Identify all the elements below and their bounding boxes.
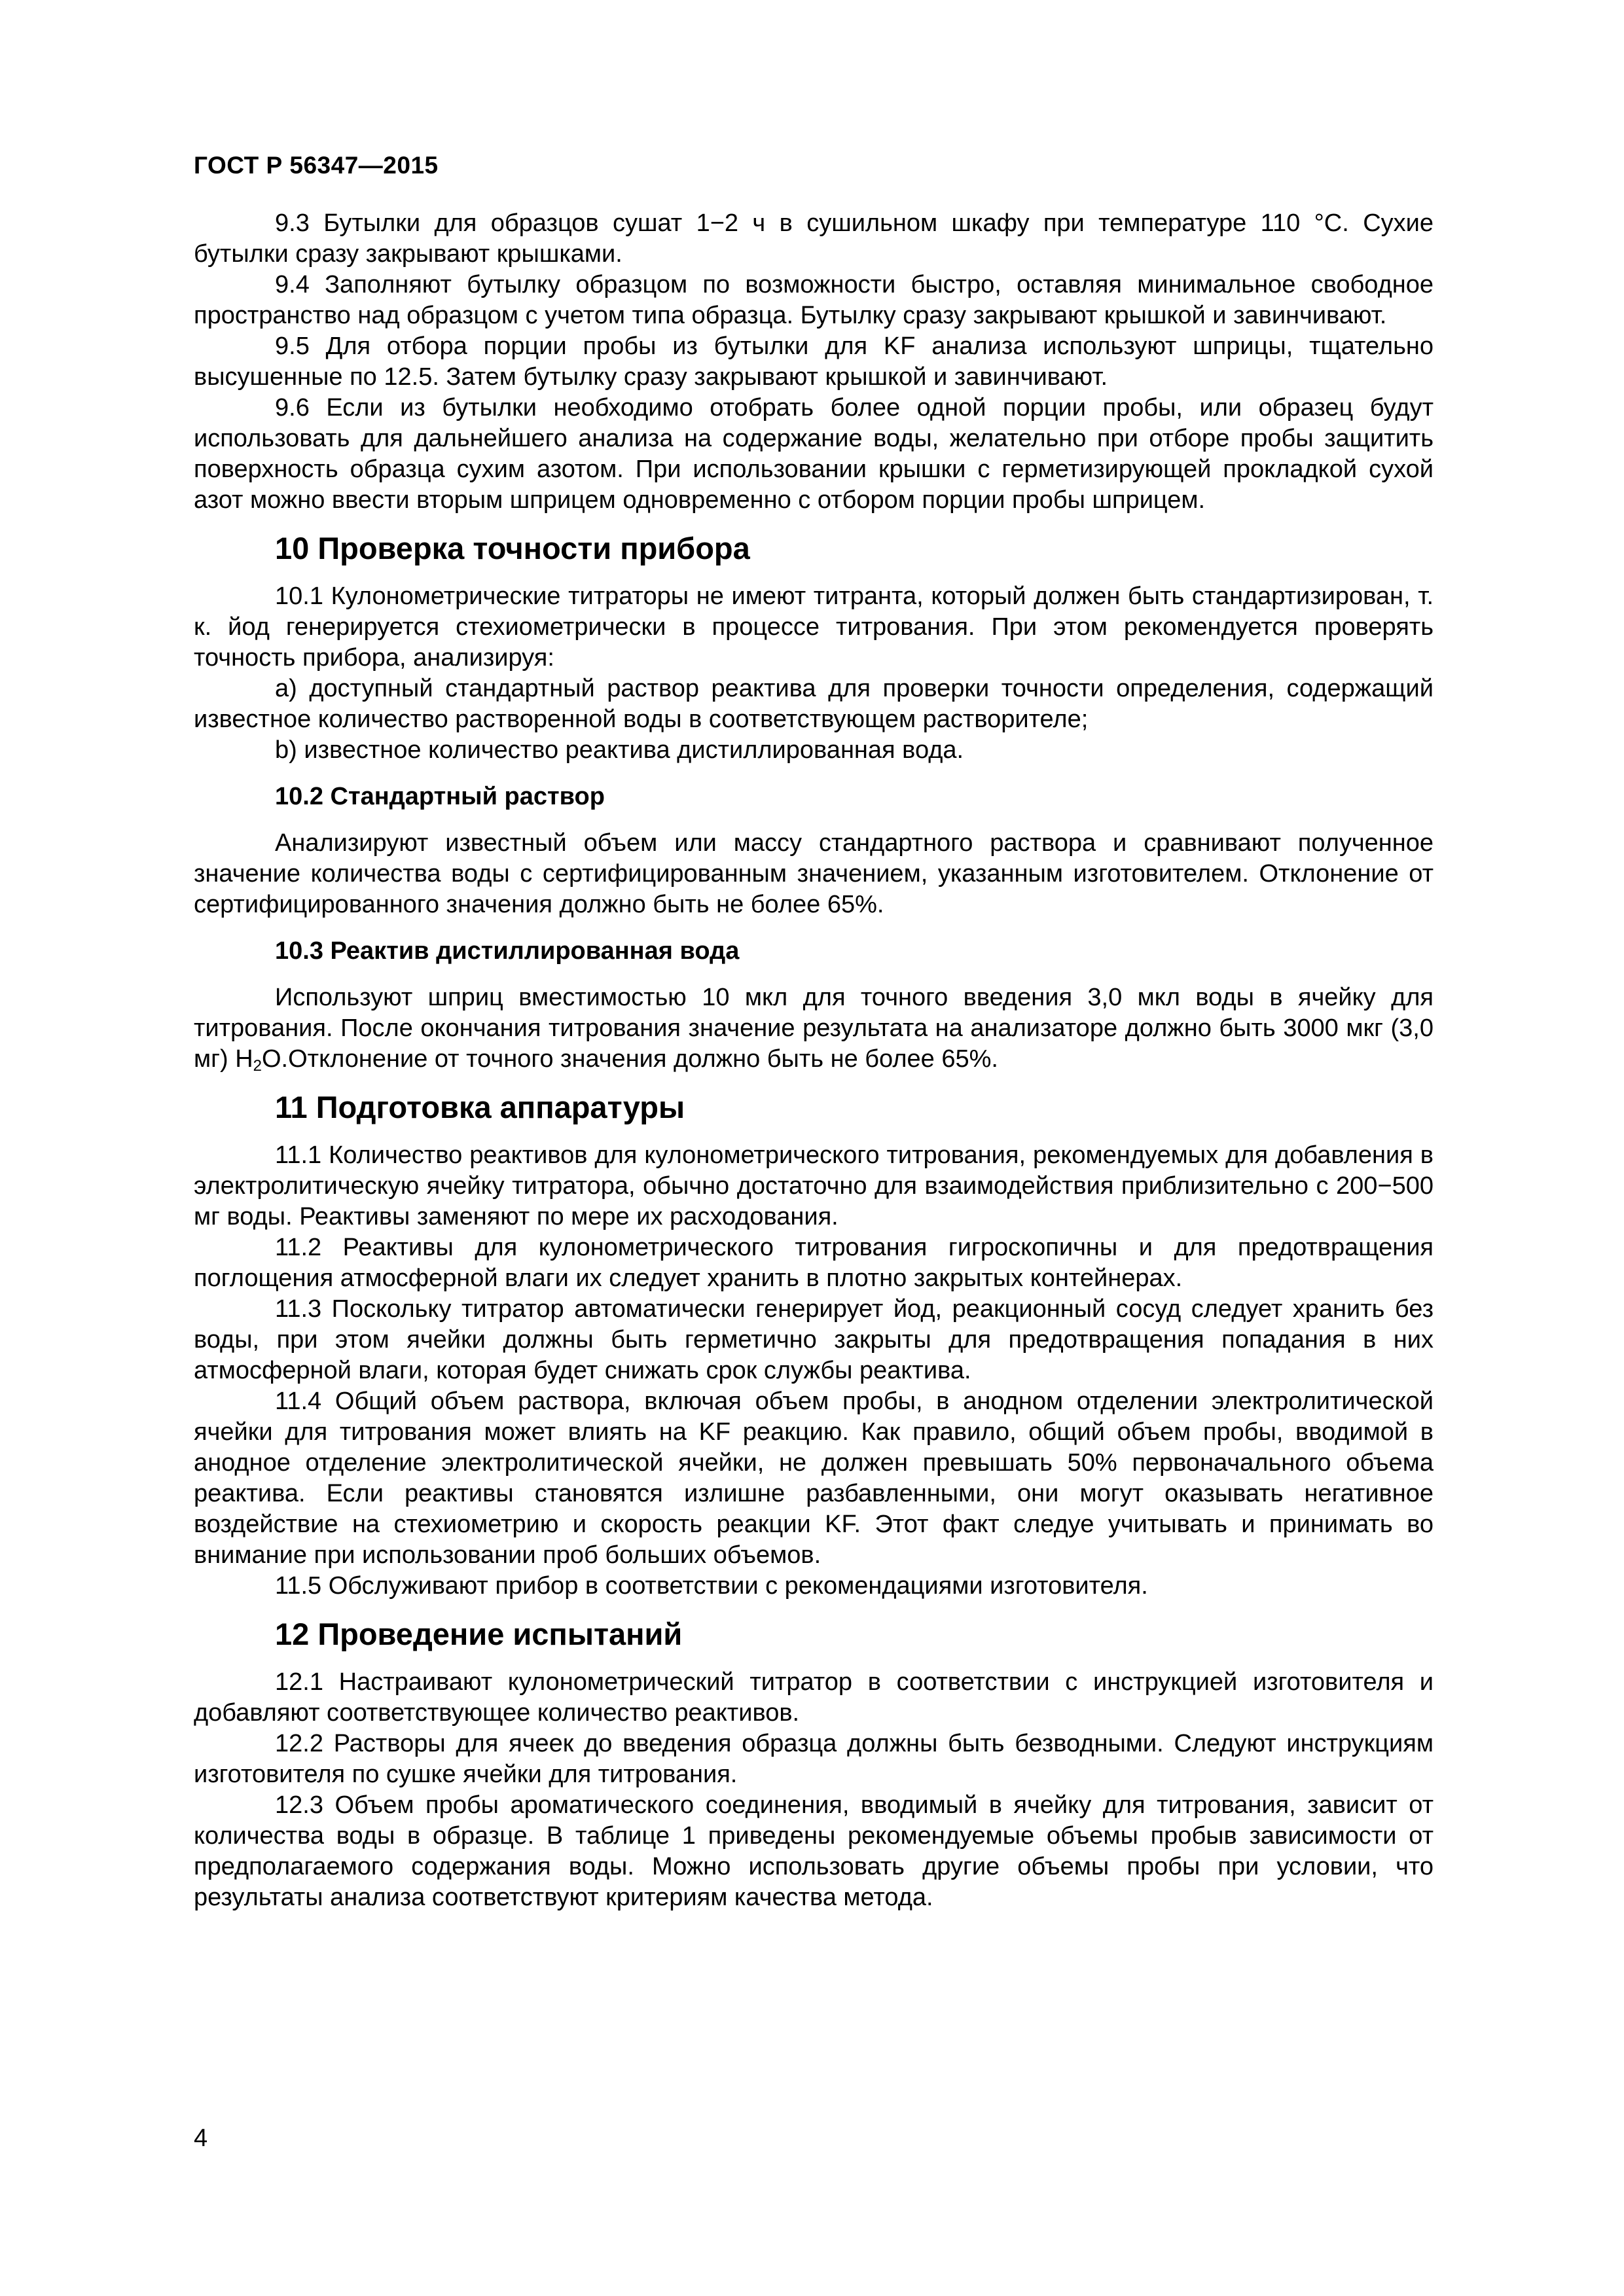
subsection-10-3-heading: 10.3 Реактив дистиллированная вода xyxy=(275,937,740,965)
paragraph-10-3-text-a: Используют шприц вместимостью 10 мкл для точного введения 3,0 мкл воды в ячейку для титрования. После окончания титрования значение результата на анализаторе должно быть 3000 мкг (3,0 мг) H xyxy=(194,984,1434,1073)
paragraph-9-4: 9.4 Заполняют бутылку образцом по возможности быстро, оставляя минимальное свободное пространство над образцом с учетом типа образца. Бутылку сразу закрывают крышкой и завинчивают. xyxy=(194,271,1434,329)
paragraph-11-5: 11.5 Обслуживают прибор в соответствии с рекомендациями изготовителя. xyxy=(275,1572,1148,1600)
paragraph-12-2: 12.2 Растворы для ячеек до введения образца должны быть безводными. Следуют инструкциям изготовителя по сушке ячейки для титрования. xyxy=(194,1730,1434,1788)
paragraph-9-3: 9.3 Бутылки для образцов сушат 1−2 ч в сушильном шкафу при температуре 110 °С. Сухие бутылки сразу закрывают крышками. xyxy=(194,209,1434,268)
paragraph-10-3 xyxy=(194,982,1434,1075)
paragraph-11-3: 11.3 Поскольку титратор автоматически генерирует йод, реакционный сосуд следует хранить без воды, при этом ячейки должны быть герметично закрыты для предотвращения попадания в них атмосферной влаги, которая будет снижать срок службы реактива. xyxy=(194,1295,1434,1384)
section-10-heading: 10 Проверка точности прибора xyxy=(275,531,750,565)
section-12-heading: 12 Проведение испытаний xyxy=(275,1617,683,1651)
paragraph-10-1-a: a) доступный стандартный раствор реактива для проверки точности определения, содержащий известное количество растворенной воды в соответствующем растворителе; xyxy=(194,675,1434,733)
paragraph-11-4: 11.4 Общий объем раствора, включая объем пробы, в анодном отделении электролитической ячейки для титрования может влиять на KF реакцию. Как правило, общий объем пробы, вводимой в анодное отделение электролитической ячейки, не должен превышать 50% первоначального объема реактива. Если реактивы становятся излишне разбавленными, они могут оказывать негативное воздействие на стехиометрию и скорость реакции KF. Этот факт следуе учитывать и принимать во внимание при использовании проб больших объемов. xyxy=(194,1388,1434,1569)
paragraph-9-5: 9.5 Для отбора порции пробы из бутылки для KF анализа используют шприцы, тщательно высушенные по 12.5. Затем бутылку сразу закрывают крышкой и завинчивают. xyxy=(194,332,1434,391)
paragraph-12-3: 12.3 Объем пробы ароматического соединения, вводимый в ячейку для титрования, зависит от количества воды в образце. В таблице 1 приведены рекомендуемые объемы пробыв зависимости от предполагаемого содержания воды. Можно использовать другие объемы пробы при условии, что результаты анализа соответствуют критериям качества метода. xyxy=(194,1791,1434,1911)
paragraph-10-1: 10.1 Кулонометрические титраторы не имеют титранта, который должен быть стандартизирован, т. к. йод генерируется стехиометрически в процессе титрования. При этом рекомендуется проверять точность прибора, анализируя: xyxy=(194,583,1434,672)
subsection-10-2-heading: 10.2 Стандартный раствор xyxy=(275,783,605,810)
section-11-heading: 11 Подготовка аппаратуры xyxy=(275,1090,685,1124)
paragraph-12-1: 12.1 Настраивают кулонометрический титратор в соответствии с инструкцией изготовителя и добавляют соответствующее количество реактивов. xyxy=(194,1668,1434,1727)
paragraph-10-2: Анализируют известный объем или массу стандартного раствора и сравнивают полученное значение количества воды с сертифицированным значением, указанным изготовителем. Отклонение от сертифицированного значения должно быть не более 65%. xyxy=(194,829,1434,918)
h2o-subscript: 2 xyxy=(253,1057,262,1075)
document-header: ГОСТ Р 56347—2015 xyxy=(194,152,439,179)
page-number: 4 xyxy=(194,2125,208,2152)
paragraph-10-1-b: b) известное количество реактива дистиллированная вода. xyxy=(275,736,964,764)
paragraph-10-3-text-b: O.Отклонение от точного значения должно быть не более 65%. xyxy=(262,1045,998,1073)
document-body xyxy=(194,208,1434,1913)
paragraph-11-2: 11.2 Реактивы для кулонометрического титрования гигроскопичны и для предотвращения поглощения атмосферной влаги их следует хранить в плотно закрытых контейнерах. xyxy=(194,1234,1434,1292)
paragraph-11-1: 11.1 Количество реактивов для кулонометрического титрования, рекомендуемых для добавления в электролитическую ячейку титратора, обычно достаточно для взаимодействия приблизительно с 200−500 мг воды. Реактивы заменяют по мере их расходования. xyxy=(194,1141,1434,1230)
paragraph-9-6: 9.6 Если из бутылки необходимо отобрать более одной порции пробы, или образец будут использовать для дальнейшего анализа на содержание воды, желательно при отборе пробы защитить поверхность образца сухим азотом. При использовании крышки с герметизирующей прокладкой сухой азот можно ввести вторым шприцем одновременно с отбором порции пробы шприцем. xyxy=(194,394,1434,514)
